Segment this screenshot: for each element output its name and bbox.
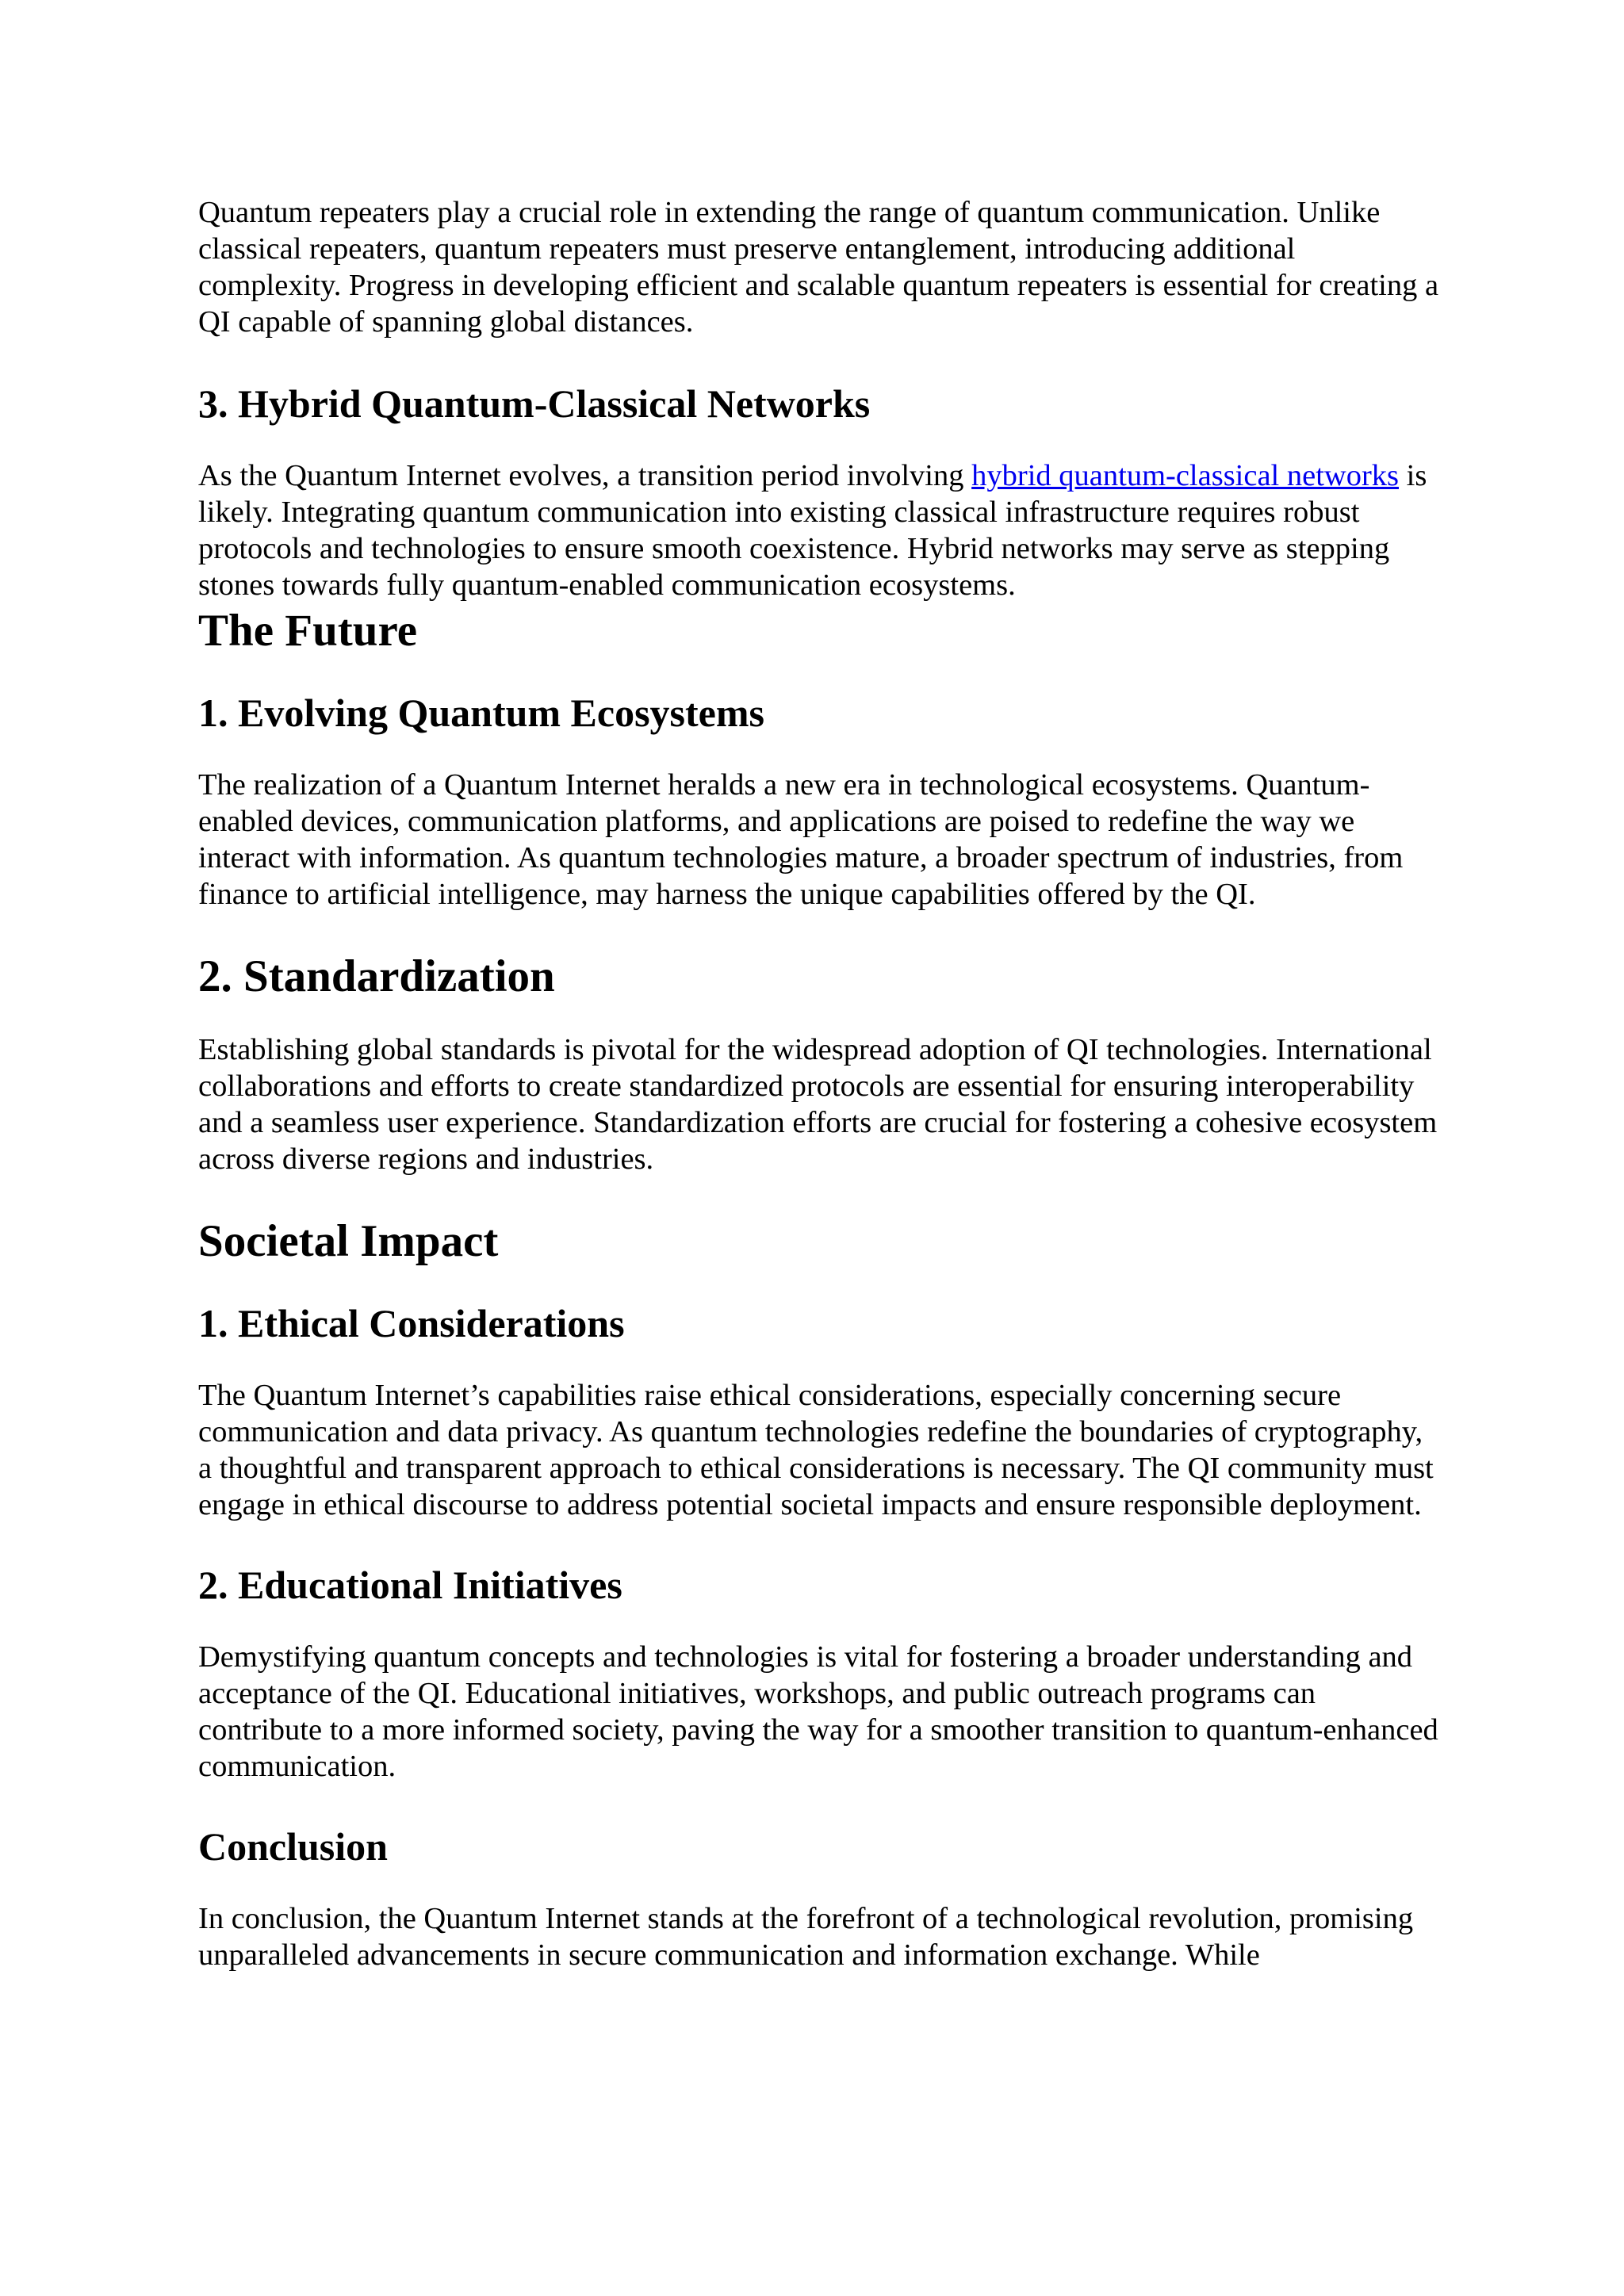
ethical-considerations-paragraph: The Quantum Internet’s capabilities raise ethical considerations, especially concerning secure communication and data privacy. As quantum technologies redefine the boundaries of cryptography, a thoughtful and transparent approach to ethical considerations is necessary. The QI community must engage in ethical discourse to address potential societal impacts and ensure responsible deployment. <box>198 1379 1434 1521</box>
standardization-heading: 2. Standardization <box>198 951 555 1001</box>
conclusion-paragraph: In conclusion, the Quantum Internet stands at the forefront of a technological revolution, promising unparalleled advancements in secure communication and information exchange. While <box>198 1902 1414 1972</box>
educational-initiatives-heading: 2. Educational Initiatives <box>198 1563 622 1607</box>
educational-initiatives-paragraph: Demystifying quantum concepts and technologies is vital for fostering a broader understanding and acceptance of the QI. Educational initiatives, workshops, and public outreach programs can contribute to a more informed society, paving the way for a smoother transition to quantum-enhanced communication. <box>198 1640 1438 1783</box>
evolving-ecosystems-paragraph: The realization of a Quantum Internet heralds a new era in technological ecosystems. Quantum-enabled devices, communication platforms, and applications are poised to redefine the way we interact with information. As quantum technologies mature, a broader spectrum of industries, from finance to artificial intelligence, may harness the unique capabilities offered by the QI. <box>198 768 1404 911</box>
evolving-ecosystems-heading: 1. Evolving Quantum Ecosystems <box>198 691 764 735</box>
ethical-considerations-heading: 1. Ethical Considerations <box>198 1301 625 1345</box>
document-page <box>198 194 1443 1973</box>
standardization-paragraph: Establishing global standards is pivotal for the widespread adoption of QI technologies. International collaborations and efforts to create standardized protocols are essential for ensuring interoperability and a seamless user experience. Standardization efforts are crucial for fostering a cohesive ecosystem across diverse regions and industries. <box>198 1033 1438 1176</box>
hybrid-quantum-classical-networks-link[interactable]: hybrid quantum-classical networks <box>971 459 1400 492</box>
hybrid-networks-heading: 3. Hybrid Quantum-Classical Networks <box>198 381 871 426</box>
conclusion-heading: Conclusion <box>198 1824 388 1869</box>
societal-impact-heading: Societal Impact <box>198 1216 499 1266</box>
hybrid-networks-paragraph <box>198 457 1443 603</box>
hybrid-text-after-link: is likely. Integrating quantum communication into existing classical infrastructure requires robust protocols and technologies to ensure smooth coexistence. Hybrid networks may serve as stepping stones towards fully quantum-enabled communication ecosystems. <box>198 459 1427 602</box>
hybrid-text-before-link: As the Quantum Internet evolves, a transition period involving <box>198 459 972 492</box>
the-future-heading: The Future <box>198 606 418 656</box>
quantum-repeaters-paragraph: Quantum repeaters play a crucial role in extending the range of quantum communication. Unlike classical repeaters, quantum repeaters must preserve entanglement, introducing additional complexity. Progress in developing efficient and scalable quantum repeaters is essential for creating a QI capable of spanning global distances. <box>198 196 1439 339</box>
